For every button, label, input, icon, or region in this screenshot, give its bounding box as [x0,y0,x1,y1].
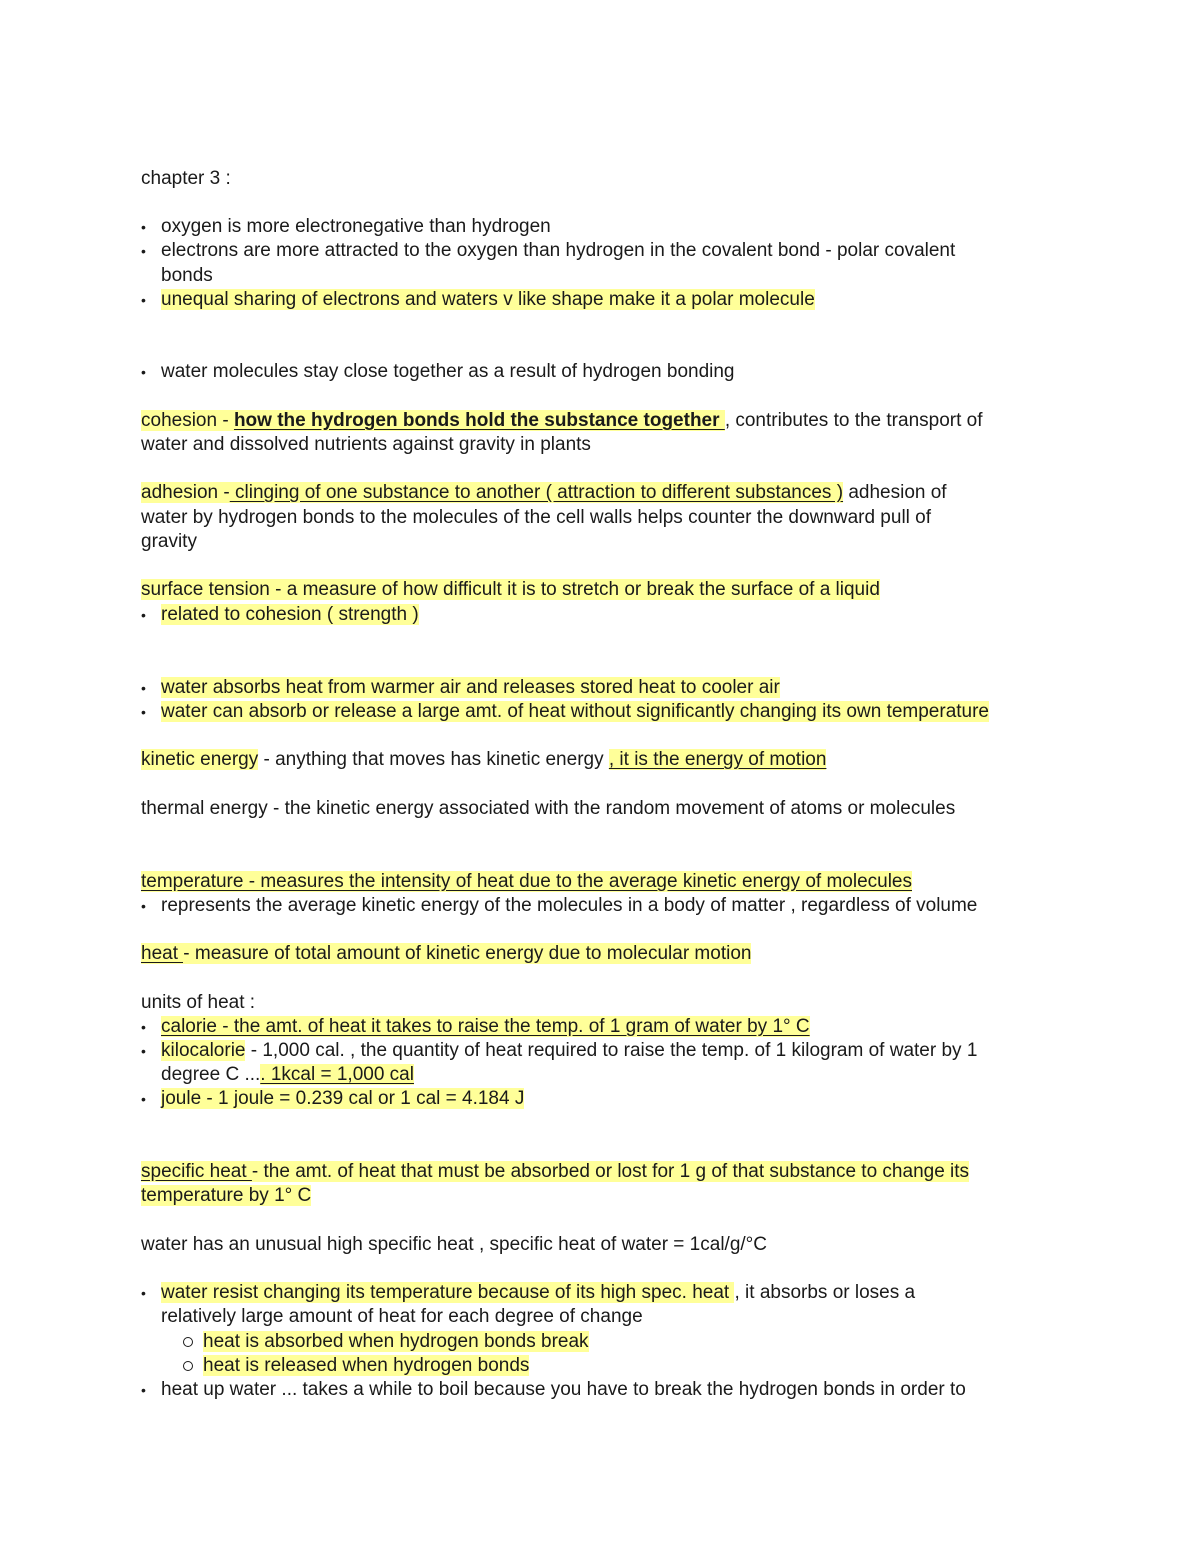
note-line [161,1015,810,1039]
highlight: temperature - measures the intensity of heat due to the average kinetic energy of molecules [141,871,912,892]
highlight: unequal sharing of electrons and waters v like shape make it a polar molecule [161,289,815,310]
specific-heat-term: specific heat [141,1161,252,1182]
bullet-icon: • [141,1019,146,1035]
note-line [203,1354,529,1378]
cohesion-line [141,409,983,433]
highlight: calorie - the amt. of heat it takes to raise the temp. of 1 gram of water by 1° C [161,1016,810,1037]
specific-heat-line [141,1160,969,1184]
kinetic-energy-line [141,748,826,772]
specific-heat-definition: - the amt. of heat that must be absorbed or lost for 1 g of that substance to change its [251,1161,970,1182]
note-line: water and dissolved nutrients against gravity in plants [141,434,591,455]
bullet-icon: • [141,1285,146,1301]
note-line [203,1330,589,1354]
note-line [161,676,780,700]
cohesion-term: cohesion - [141,410,234,431]
adhesion-rest: adhesion of [843,482,947,503]
heat-term: heat [141,943,184,964]
heat-line [141,942,751,966]
units-title: units of heat : [141,992,256,1013]
bullet-icon: • [141,607,146,623]
kinetic-term: kinetic energy [141,749,259,770]
kinetic-mid: - anything that moves has kinetic energy [258,749,609,770]
bullet-icon: • [141,292,146,308]
kcal-degree: degree C ... [161,1064,261,1085]
note-line: gravity [141,531,197,552]
surface-tension-line [141,578,880,602]
bullet-icon: • [141,1091,146,1107]
bullet-icon: • [141,1043,146,1059]
adhesion-term: adhesion - [141,482,230,503]
thermal-energy-line: thermal energy - the kinetic energy associated with the random movement of atoms or molecules [141,798,956,819]
note-line: water has an unusual high specific heat , specific heat of water = 1cal/g/°C [141,1234,767,1255]
note-rest: , it absorbs or loses a [734,1282,916,1303]
bullet-icon: • [141,219,146,235]
adhesion-definition: clinging of one substance to another ( attraction to different substances ) [229,482,844,503]
note-line [161,288,815,312]
highlight: joule - 1 joule = 0.239 cal or 1 cal = 4.184 J [161,1088,525,1109]
note-line: relatively large amount of heat for each degree of change [161,1306,643,1327]
note-line [141,1184,311,1208]
highlight: kilocalorie [161,1040,246,1061]
highlight: related to cohesion ( strength ) [161,604,419,625]
bullet-icon: • [141,680,146,696]
bullet-icon: • [141,1382,146,1398]
highlight: heat is absorbed when hydrogen bonds break [203,1331,589,1352]
circle-bullet-icon [183,1361,193,1371]
note-line [161,1281,915,1305]
note-line: electrons are more attracted to the oxygen than hydrogen in the covalent bond - polar covalent [161,240,956,261]
heat-definition: - measure of total amount of kinetic energy due to molecular motion [183,943,752,964]
cohesion-rest: , contributes to the transport of [724,410,983,431]
note-line: water molecules stay close together as a result of hydrogen bonding [161,361,735,382]
kcal-rest: - 1,000 cal. , the quantity of heat required to raise the temp. of 1 kilogram of water by 1 [245,1040,978,1061]
note-line: water by hydrogen bonds to the molecules of the cell walls helps counter the downward pull of [141,507,932,528]
highlight: surface tension - a measure of how difficult it is to stretch or break the surface of a liquid [141,579,880,600]
highlight: water absorbs heat from warmer air and releases stored heat to cooler air [161,677,780,698]
highlight: heat is released when hydrogen bonds [203,1355,530,1376]
note-line: represents the average kinetic energy of the molecules in a body of matter , regardless of volume [161,895,978,916]
cohesion-definition: how the hydrogen bonds hold the substance together [233,410,725,431]
note-line: bonds [161,265,213,286]
note-line [161,700,989,724]
note-line: oxygen is more electronegative than hydrogen [161,216,551,237]
temperature-line [141,870,912,894]
chapter-title: chapter 3 : [141,168,231,189]
adhesion-line [141,481,947,505]
bullet-icon: • [141,364,146,380]
highlight: water can absorb or release a large amt. of heat without significantly changing its own temperature [161,701,990,722]
bullet-icon: • [141,898,146,914]
bullet-icon: • [141,704,146,720]
note-line [161,603,419,627]
note-line [161,1087,524,1111]
highlight: temperature by 1° C [141,1185,312,1206]
highlight: water resist changing its temperature because of its high spec. heat [161,1282,735,1303]
bullet-icon: • [141,243,146,259]
kinetic-definition: , it is the energy of motion [608,749,827,770]
note-line: heat up water ... takes a while to boil because you have to break the hydrogen bonds in order to [161,1379,966,1400]
note-line [161,1063,414,1087]
highlight: . 1kcal = 1,000 cal [260,1064,414,1085]
note-line [161,1039,977,1063]
circle-bullet-icon [183,1337,193,1347]
